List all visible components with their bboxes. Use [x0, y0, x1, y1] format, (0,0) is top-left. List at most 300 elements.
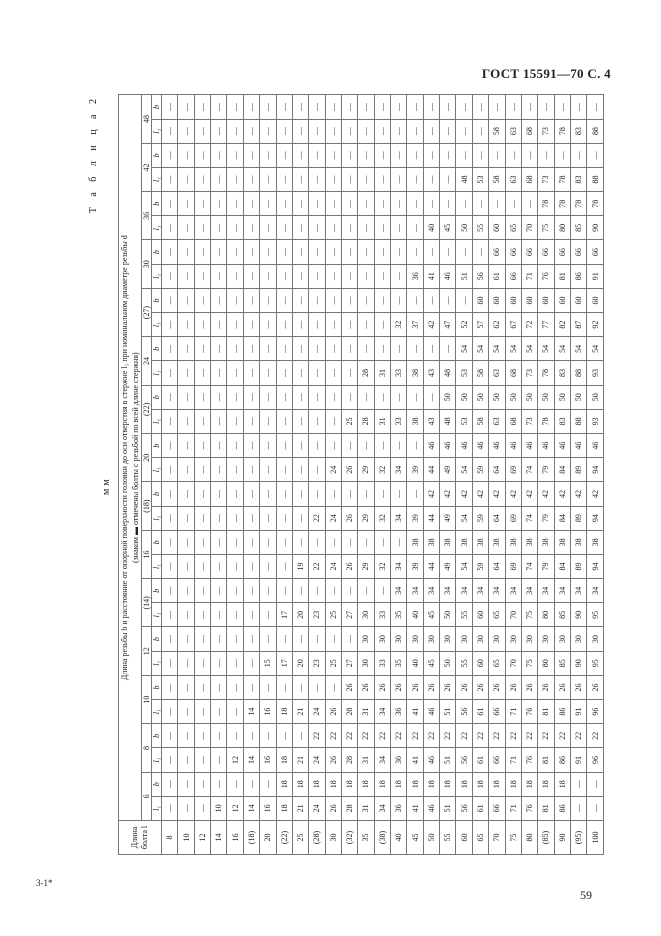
table-cell: — — [162, 95, 178, 119]
table-cell: 26 — [587, 675, 604, 699]
table-cell: 26 — [521, 675, 537, 699]
table-cell: — — [423, 240, 439, 264]
bolt-length: 100 — [587, 821, 604, 855]
table-cell: — — [341, 216, 357, 240]
table-cell: — — [211, 434, 227, 458]
table-cell: — — [423, 385, 439, 409]
table-cell: — — [162, 167, 178, 191]
table-cell: 73 — [538, 119, 554, 143]
table-cell: — — [309, 192, 325, 216]
table-row — [178, 95, 194, 855]
table-cell: 12 — [227, 796, 243, 820]
l1-subheader: l₁ — [152, 554, 162, 578]
table-cell: 76 — [521, 796, 537, 820]
table-cell: 78 — [538, 361, 554, 385]
page-header: ГОСТ 15591—70 С. 4 — [481, 66, 611, 81]
b-subheader: b — [152, 337, 162, 361]
table-cell: — — [472, 143, 488, 167]
table-cell: — — [341, 530, 357, 554]
table-cell: — — [407, 167, 423, 191]
table-cell: 87 — [570, 313, 586, 337]
table-cell: 34 — [521, 579, 537, 603]
table-cell: — — [358, 482, 374, 506]
table-row — [538, 95, 554, 855]
table-cell: 79 — [538, 554, 554, 578]
b-subheader: b — [152, 288, 162, 312]
table-cell: 60 — [489, 288, 505, 312]
table-cell: 42 — [570, 482, 586, 506]
table-cell: — — [292, 579, 308, 603]
table-cell: 27 — [341, 603, 357, 627]
table-cell: 61 — [489, 264, 505, 288]
table-cell: 91 — [570, 700, 586, 724]
table-cell: 46 — [538, 434, 554, 458]
diameter-header: 48 — [142, 95, 152, 143]
table-cell: — — [162, 458, 178, 482]
table-cell: — — [309, 530, 325, 554]
table-cell: 85 — [570, 216, 586, 240]
table-cell: — — [521, 192, 537, 216]
table-cell: — — [456, 143, 472, 167]
table-cell: — — [325, 143, 341, 167]
table-row — [260, 95, 276, 855]
table-cell: — — [243, 627, 259, 651]
table-cell: 54 — [456, 554, 472, 578]
table-cell: 66 — [489, 700, 505, 724]
table-cell: — — [407, 143, 423, 167]
table-row — [358, 95, 374, 855]
table-cell: — — [162, 506, 178, 530]
table-cell: — — [325, 167, 341, 191]
table-cell: 34 — [391, 579, 407, 603]
b-subheader: b — [152, 385, 162, 409]
table-cell: 74 — [521, 554, 537, 578]
table-cell: — — [391, 143, 407, 167]
table-cell: 23 — [309, 651, 325, 675]
caption-line-1: Длина резьбы b и расстояние от опорной поверхности головки до оси отверстия в стержне l₁ при номинальном диаметре резьбы d — [120, 235, 129, 681]
table-cell: 46 — [505, 434, 521, 458]
table-cell: 71 — [505, 700, 521, 724]
table-cell: 12 — [227, 748, 243, 772]
table-cell: 55 — [472, 216, 488, 240]
table-cell: — — [309, 361, 325, 385]
table-cell: 38 — [440, 530, 456, 554]
table-cell: — — [194, 337, 210, 361]
table-cell: — — [243, 772, 259, 796]
table-row — [194, 95, 210, 855]
table-cell: — — [260, 385, 276, 409]
table-cell: 26 — [407, 675, 423, 699]
table-cell: 50 — [521, 385, 537, 409]
table-cell: — — [227, 675, 243, 699]
table-cell: — — [194, 675, 210, 699]
table-cell: 22 — [309, 506, 325, 530]
rotated-content — [88, 95, 604, 855]
table-cell: — — [292, 337, 308, 361]
bolt-length: 80 — [521, 821, 537, 855]
table-cell: 33 — [391, 361, 407, 385]
caption-line-2: (знаком ▬ отмечены болты с резьбой по всей длине стержня) — [131, 352, 140, 564]
table-cell: 18 — [309, 772, 325, 796]
table-cell: 31 — [374, 409, 390, 433]
table-cell: 46 — [554, 434, 570, 458]
table-cell: 38 — [489, 530, 505, 554]
table-cell: 30 — [374, 627, 390, 651]
table-cell: 26 — [341, 458, 357, 482]
table-cell: — — [178, 361, 194, 385]
table-cell: 26 — [440, 675, 456, 699]
table-cell: 88 — [570, 409, 586, 433]
table-cell: — — [243, 651, 259, 675]
table-cell: 42 — [554, 482, 570, 506]
table-cell: 81 — [538, 700, 554, 724]
table-cell: — — [243, 264, 259, 288]
table-cell: 76 — [538, 264, 554, 288]
diameter-header: (22) — [142, 385, 152, 433]
l1-subheader: l₁ — [152, 458, 162, 482]
table-cell: 50 — [440, 385, 456, 409]
table-cell: — — [309, 385, 325, 409]
table-cell: — — [162, 482, 178, 506]
table-cell: — — [489, 143, 505, 167]
table-cell: — — [178, 313, 194, 337]
l1-subheader: l₁ — [152, 796, 162, 820]
table-cell: 44 — [423, 554, 439, 578]
table-row — [407, 95, 423, 855]
table-cell: — — [243, 288, 259, 312]
table-cell: — — [162, 530, 178, 554]
table-row — [211, 95, 227, 855]
table-cell: 55 — [456, 651, 472, 675]
table-cell: — — [276, 95, 292, 119]
table-cell: — — [227, 192, 243, 216]
table-cell: — — [276, 192, 292, 216]
table-cell: 22 — [309, 554, 325, 578]
table-cell: — — [341, 313, 357, 337]
bolt-length: 45 — [407, 821, 423, 855]
table-cell: 45 — [423, 603, 439, 627]
l1-subheader: l₁ — [152, 700, 162, 724]
table-cell: 78 — [538, 409, 554, 433]
table-cell: 44 — [423, 506, 439, 530]
table-cell: — — [325, 288, 341, 312]
table-cell: 18 — [358, 772, 374, 796]
table-cell: 73 — [521, 361, 537, 385]
table-cell: — — [341, 95, 357, 119]
table-cell: — — [276, 554, 292, 578]
table-cell: 34 — [391, 554, 407, 578]
table-cell: 80 — [554, 216, 570, 240]
table-cell: 41 — [407, 700, 423, 724]
table-cell: — — [178, 409, 194, 433]
table-cell: 54 — [538, 337, 554, 361]
table-cell: — — [243, 554, 259, 578]
table-cell: — — [227, 458, 243, 482]
table-cell: — — [309, 240, 325, 264]
table-cell: 18 — [472, 772, 488, 796]
table-cell: — — [570, 772, 586, 796]
table-cell: 50 — [456, 385, 472, 409]
table-cell: 46 — [440, 434, 456, 458]
table-cell: — — [162, 675, 178, 699]
table-cell: — — [325, 627, 341, 651]
table-cell: — — [211, 95, 227, 119]
table-cell: — — [178, 385, 194, 409]
table-cell: 32 — [391, 313, 407, 337]
table-cell: — — [358, 337, 374, 361]
table-cell: 18 — [325, 772, 341, 796]
table-cell: — — [178, 675, 194, 699]
table-cell: — — [227, 240, 243, 264]
table-cell: — — [325, 264, 341, 288]
table-cell: 59 — [472, 506, 488, 530]
table-cell: 90 — [587, 216, 604, 240]
table-cell: — — [292, 95, 308, 119]
table-cell: — — [391, 240, 407, 264]
table-cell: — — [391, 192, 407, 216]
diameter-header: (14) — [142, 579, 152, 627]
table-cell: — — [341, 288, 357, 312]
table-cell: — — [570, 796, 586, 820]
table-cell: — — [587, 143, 604, 167]
table-cell: 30 — [472, 627, 488, 651]
table-cell: — — [194, 216, 210, 240]
table-cell: 68 — [505, 361, 521, 385]
table-cell: — — [440, 143, 456, 167]
table-cell: 33 — [374, 603, 390, 627]
thread-length-table — [118, 94, 604, 855]
table-cell: — — [178, 337, 194, 361]
table-cell: 34 — [489, 579, 505, 603]
table-cell: — — [162, 337, 178, 361]
table-cell: — — [227, 288, 243, 312]
table-cell: — — [260, 554, 276, 578]
table-cell: — — [309, 313, 325, 337]
table-cell: 66 — [505, 240, 521, 264]
table-cell: — — [194, 143, 210, 167]
rotated-table-area — [88, 95, 604, 855]
table-cell: — — [227, 772, 243, 796]
table-cell: 85 — [554, 651, 570, 675]
table-cell: — — [341, 579, 357, 603]
table-cell: 26 — [341, 506, 357, 530]
table-cell: — — [243, 192, 259, 216]
table-cell: 35 — [391, 603, 407, 627]
table-cell: 31 — [358, 796, 374, 820]
b-subheader: b — [152, 95, 162, 119]
table-cell: — — [456, 119, 472, 143]
table-cell: — — [162, 192, 178, 216]
footer-mark: 3-1* — [36, 878, 53, 888]
table-cell: — — [194, 506, 210, 530]
table-cell: — — [341, 337, 357, 361]
bolt-length: (22) — [276, 821, 292, 855]
table-row — [587, 95, 604, 855]
table-cell: — — [472, 192, 488, 216]
table-cell: 18 — [276, 772, 292, 796]
b-subheader: b — [152, 579, 162, 603]
table-cell: 41 — [407, 796, 423, 820]
table-cell: — — [521, 143, 537, 167]
table-cell: 46 — [521, 434, 537, 458]
table-cell: 54 — [521, 337, 537, 361]
table-cell: — — [292, 409, 308, 433]
table-cell: — — [162, 772, 178, 796]
table-row — [309, 95, 325, 855]
table-cell: 44 — [423, 458, 439, 482]
table-cell: — — [292, 313, 308, 337]
table-row — [325, 95, 341, 855]
bolt-length: (85) — [538, 821, 554, 855]
table-cell: 56 — [456, 748, 472, 772]
table-cell: — — [194, 748, 210, 772]
table-cell: 38 — [472, 530, 488, 554]
table-cell: — — [391, 530, 407, 554]
table-cell: 34 — [587, 579, 604, 603]
diameter-header: 36 — [142, 192, 152, 240]
table-cell: — — [162, 554, 178, 578]
table-row — [243, 95, 259, 855]
table-row — [554, 95, 570, 855]
table-cell: 31 — [358, 700, 374, 724]
table-cell: — — [325, 361, 341, 385]
table-cell: — — [178, 192, 194, 216]
table-cell: 59 — [472, 554, 488, 578]
bolt-length: 25 — [292, 821, 308, 855]
table-cell: 39 — [407, 458, 423, 482]
table-cell: — — [570, 143, 586, 167]
table-cell: — — [227, 603, 243, 627]
table-cell: — — [162, 796, 178, 820]
table-cell: — — [243, 216, 259, 240]
table-cell: — — [178, 724, 194, 748]
table-cell: — — [358, 313, 374, 337]
table-label: Т а б л и ц а 2 — [88, 95, 99, 214]
table-cell: 71 — [505, 796, 521, 820]
table-cell: 46 — [440, 264, 456, 288]
table-cell: 18 — [423, 772, 439, 796]
table-cell: 50 — [554, 385, 570, 409]
table-cell: — — [407, 192, 423, 216]
table-cell: 18 — [554, 772, 570, 796]
table-cell: 60 — [570, 288, 586, 312]
table-cell: — — [211, 579, 227, 603]
table-cell: — — [243, 724, 259, 748]
table-cell: 78 — [554, 192, 570, 216]
table-cell: 35 — [391, 651, 407, 675]
table-cell: 34 — [538, 579, 554, 603]
table-cell: — — [407, 337, 423, 361]
table-cell: — — [211, 482, 227, 506]
table-cell: — — [178, 264, 194, 288]
bolt-length: 55 — [440, 821, 456, 855]
table-cell: — — [211, 240, 227, 264]
diameter-header: 20 — [142, 434, 152, 482]
bolt-length: (18) — [243, 821, 259, 855]
table-cell: — — [309, 167, 325, 191]
table-cell: 22 — [554, 724, 570, 748]
table-cell: — — [407, 95, 423, 119]
table-cell: 49 — [440, 458, 456, 482]
table-cell: — — [260, 409, 276, 433]
table-cell: 34 — [440, 579, 456, 603]
table-cell: 25 — [325, 603, 341, 627]
table-cell: 50 — [456, 216, 472, 240]
table-cell: 17 — [276, 603, 292, 627]
table-cell: — — [472, 119, 488, 143]
table-cell: 78 — [554, 167, 570, 191]
table-cell: 81 — [554, 264, 570, 288]
table-cell: 38 — [407, 361, 423, 385]
table-cell: 50 — [489, 385, 505, 409]
table-cell: 29 — [358, 506, 374, 530]
table-cell: — — [162, 143, 178, 167]
table-cell: — — [456, 95, 472, 119]
bolt-length: 12 — [194, 821, 210, 855]
table-cell: — — [292, 724, 308, 748]
table-cell: 30 — [391, 627, 407, 651]
table-cell: — — [260, 772, 276, 796]
table-cell: 41 — [423, 264, 439, 288]
table-cell: 40 — [407, 603, 423, 627]
table-cell: — — [194, 700, 210, 724]
table-cell: — — [243, 579, 259, 603]
table-cell: 27 — [341, 651, 357, 675]
table-cell: — — [243, 143, 259, 167]
table-cell: 71 — [521, 264, 537, 288]
table-cell: 42 — [587, 482, 604, 506]
table-cell: 75 — [538, 216, 554, 240]
table-cell: 54 — [456, 458, 472, 482]
table-cell: 73 — [521, 409, 537, 433]
table-cell: — — [178, 458, 194, 482]
table-cell: — — [505, 95, 521, 119]
table-cell: — — [162, 240, 178, 264]
table-cell: — — [243, 119, 259, 143]
table-cell: — — [341, 119, 357, 143]
table-cell: 60 — [472, 651, 488, 675]
table-cell: 26 — [489, 675, 505, 699]
table-cell: 16 — [260, 796, 276, 820]
table-cell: — — [292, 143, 308, 167]
table-cell: 34 — [570, 579, 586, 603]
table-cell: — — [554, 143, 570, 167]
bolt-length: 14 — [211, 821, 227, 855]
table-cell: 36 — [407, 264, 423, 288]
table-cell: 57 — [472, 313, 488, 337]
table-cell: — — [292, 264, 308, 288]
table-cell: — — [162, 748, 178, 772]
table-row — [341, 95, 357, 855]
table-cell: — — [407, 434, 423, 458]
table-cell: — — [243, 361, 259, 385]
table-cell: — — [341, 240, 357, 264]
table-cell: 72 — [521, 313, 537, 337]
table-cell: 69 — [505, 458, 521, 482]
table-cell: 32 — [374, 506, 390, 530]
table-cell: 71 — [505, 748, 521, 772]
table-cell: 39 — [407, 506, 423, 530]
table-cell: 65 — [505, 216, 521, 240]
table-cell: 66 — [538, 240, 554, 264]
table-cell: — — [211, 651, 227, 675]
table-cell: — — [260, 675, 276, 699]
table-cell: — — [211, 385, 227, 409]
table-cell: — — [194, 627, 210, 651]
table-cell: — — [276, 724, 292, 748]
table-cell: 42 — [489, 482, 505, 506]
table-cell: 24 — [325, 458, 341, 482]
